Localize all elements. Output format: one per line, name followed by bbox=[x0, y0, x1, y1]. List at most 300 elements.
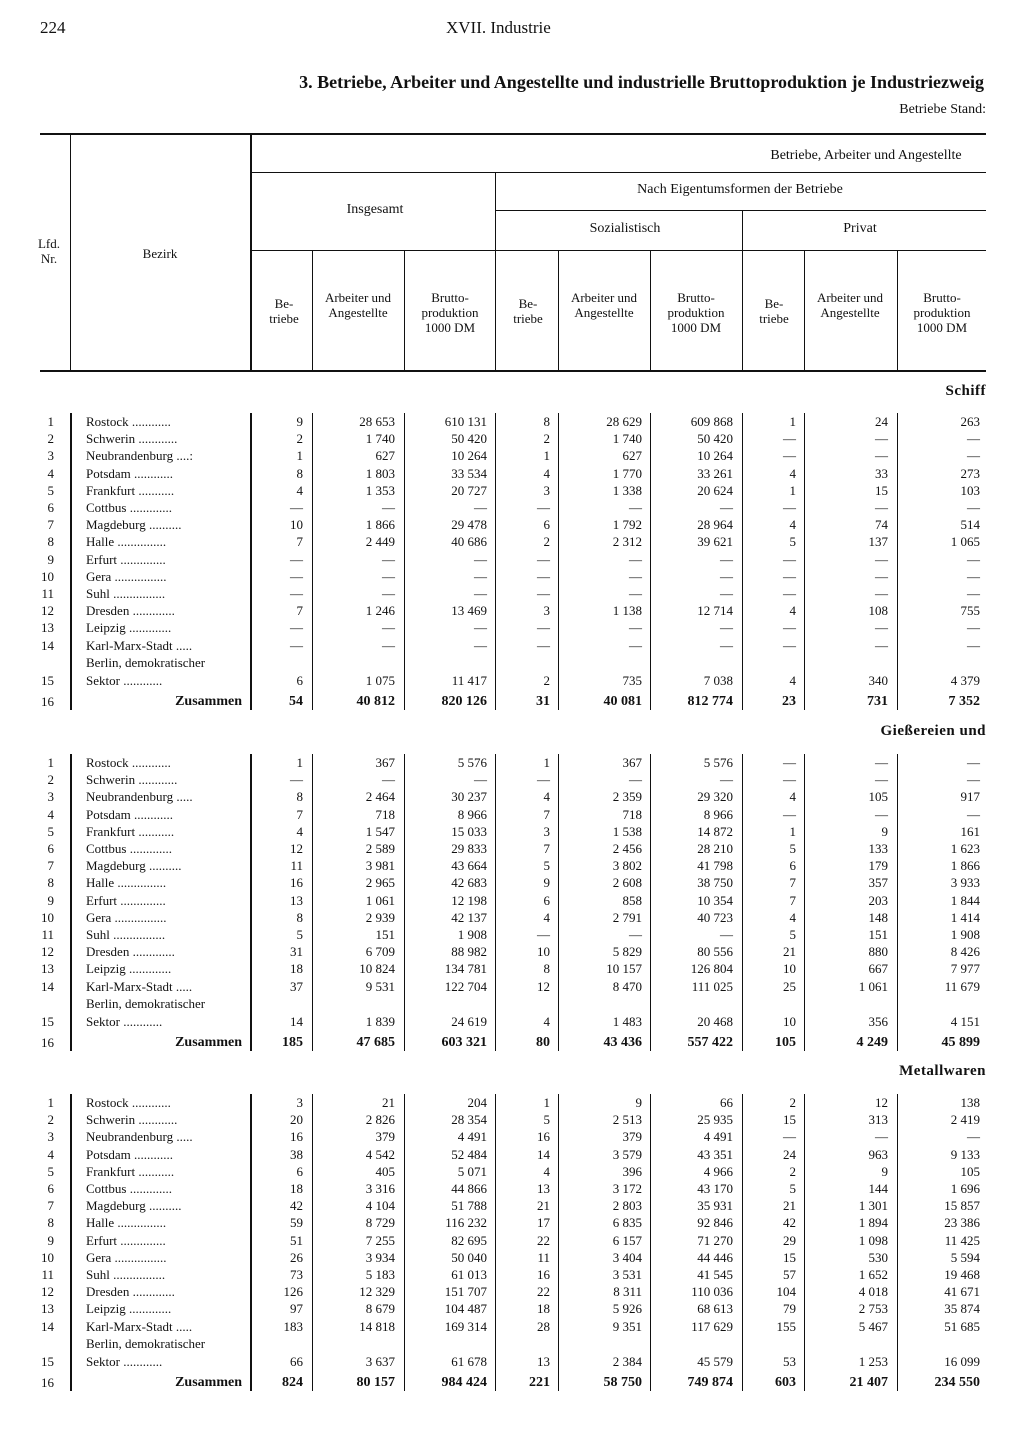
table-row bbox=[0, 654, 1024, 690]
table-cell: 68 613 bbox=[697, 1301, 733, 1317]
table-cell: 44 446 bbox=[697, 1249, 733, 1265]
table-cell: 8 679 bbox=[365, 1301, 395, 1317]
section-column-rule bbox=[897, 1094, 898, 1391]
table-cell: 33 bbox=[875, 465, 888, 481]
table-cell: 1 061 bbox=[858, 978, 888, 994]
table-cell: 880 bbox=[868, 944, 888, 960]
row-number: 1 bbox=[47, 755, 54, 770]
table-cell: 11 679 bbox=[944, 978, 980, 994]
table-cell: — bbox=[783, 620, 796, 636]
table-cell: 3 316 bbox=[365, 1181, 395, 1196]
table-cell: 25 bbox=[783, 978, 796, 994]
row-number: 6 bbox=[47, 500, 54, 515]
header-vrule-lfd bbox=[70, 135, 71, 370]
table-cell: — bbox=[720, 500, 733, 515]
table-cell: 4 104 bbox=[365, 1198, 395, 1214]
table-cell: 8 bbox=[296, 909, 303, 925]
table-cell: 5 576 bbox=[457, 755, 487, 770]
table-cell: — bbox=[783, 806, 796, 822]
table-cell: 126 bbox=[283, 1284, 303, 1300]
table-cell: — bbox=[382, 568, 395, 584]
header-bottom-rule bbox=[40, 370, 986, 372]
section-column-rule bbox=[650, 1094, 651, 1391]
table-cell: 21 bbox=[537, 1198, 550, 1214]
section-column-rule bbox=[742, 754, 743, 1051]
table-cell: 29 bbox=[783, 1232, 796, 1248]
bezirk-name: Erfurt .............. bbox=[86, 892, 166, 908]
table-cell: — bbox=[290, 637, 303, 653]
table-cell: 6 bbox=[296, 1163, 303, 1179]
table-cell: 42 bbox=[783, 1215, 796, 1231]
table-cell: 23 386 bbox=[944, 1215, 980, 1231]
table-cell: — bbox=[875, 620, 888, 636]
table-cell: 1 844 bbox=[950, 892, 980, 908]
table-cell: 2 359 bbox=[612, 789, 642, 805]
row-number: 8 bbox=[47, 1215, 54, 1231]
table-cell: 2 bbox=[543, 534, 550, 550]
row-number: 3 bbox=[47, 789, 54, 805]
table-cell: 313 bbox=[868, 1112, 888, 1128]
table-row bbox=[0, 1094, 1024, 1111]
table-cell: 2 bbox=[543, 672, 550, 688]
row-number: 14 bbox=[41, 978, 54, 994]
table-cell: 1 bbox=[296, 448, 303, 464]
table-cell: 71 270 bbox=[697, 1232, 733, 1248]
table-cell: 3 bbox=[543, 823, 550, 839]
total-row bbox=[0, 1371, 1024, 1388]
table-row bbox=[0, 602, 1024, 619]
table-cell: 97 bbox=[290, 1301, 303, 1317]
table-cell: — bbox=[783, 500, 796, 515]
table-cell: 735 bbox=[622, 672, 642, 688]
table-cell: 10 bbox=[537, 944, 550, 960]
row-number: 10 bbox=[41, 568, 54, 584]
table-cell: 4 bbox=[789, 603, 796, 619]
table-row bbox=[0, 1300, 1024, 1317]
table-cell: 8 bbox=[296, 789, 303, 805]
table-cell: 13 bbox=[290, 892, 303, 908]
table-cell: 108 bbox=[868, 603, 888, 619]
table-row bbox=[0, 1163, 1024, 1180]
row-number: 1 bbox=[47, 414, 54, 429]
table-cell: — bbox=[967, 568, 980, 584]
section-column-rule bbox=[312, 754, 313, 1051]
table-cell: — bbox=[537, 586, 550, 601]
row-number: 1 bbox=[47, 1095, 54, 1110]
table-cell: 8 966 bbox=[703, 806, 733, 822]
section-column-rule bbox=[742, 413, 743, 710]
bezirk-name: Neubrandenburg ....: bbox=[86, 448, 193, 464]
table-cell: 7 bbox=[789, 875, 796, 891]
table-cell: — bbox=[629, 772, 642, 788]
row-number: 3 bbox=[47, 1129, 54, 1145]
table-cell: 39 621 bbox=[697, 534, 733, 550]
header-arbeiter-2: Arbeiter und Angestellte bbox=[570, 290, 638, 320]
table-cell: 18 bbox=[290, 961, 303, 977]
table-cell: 3 bbox=[543, 482, 550, 498]
table-row bbox=[0, 1128, 1024, 1145]
bezirk-name: Gera ................ bbox=[86, 909, 167, 925]
table-cell: 4 966 bbox=[703, 1163, 733, 1179]
bezirk-name: Schwerin ............ bbox=[86, 1112, 178, 1128]
row-number: 4 bbox=[47, 1146, 54, 1162]
section-column-rule bbox=[70, 1094, 72, 1391]
header-bezirk: Bezirk bbox=[142, 246, 178, 261]
table-row bbox=[0, 771, 1024, 788]
table-cell: 57 bbox=[783, 1267, 796, 1282]
row-number: 9 bbox=[47, 892, 54, 908]
bezirk-name: Halle ............... bbox=[86, 1215, 167, 1231]
bezirk-name: Cottbus ............. bbox=[86, 1181, 172, 1196]
bezirk-name: Neubrandenburg ..... bbox=[86, 1129, 193, 1145]
bezirk-name: Leipzig ............. bbox=[86, 620, 172, 636]
table-cell: 1 770 bbox=[612, 465, 642, 481]
table-row bbox=[0, 1214, 1024, 1231]
table-cell: 3 934 bbox=[365, 1249, 395, 1265]
bezirk-name: Frankfurt ........... bbox=[86, 1163, 175, 1179]
table-cell: 1 839 bbox=[365, 1013, 395, 1029]
table-cell: 357 bbox=[868, 875, 888, 891]
table-cell: 10 bbox=[783, 1013, 796, 1029]
table-cell: — bbox=[474, 500, 487, 515]
table-cell: — bbox=[875, 586, 888, 601]
table-cell: 7 bbox=[296, 534, 303, 550]
table-cell: 38 bbox=[290, 1146, 303, 1162]
table-cell: 45 579 bbox=[697, 1353, 733, 1369]
table-cell: 1 bbox=[789, 414, 796, 429]
bezirk-name: Suhl ................ bbox=[86, 927, 166, 942]
row-number: 16 bbox=[41, 1034, 54, 1050]
row-number: 8 bbox=[47, 534, 54, 550]
row-number: 6 bbox=[47, 1181, 54, 1196]
table-cell: — bbox=[537, 927, 550, 942]
table-cell: 5 bbox=[543, 1112, 550, 1128]
table-cell: 5 bbox=[789, 927, 796, 942]
row-number: 12 bbox=[41, 603, 54, 619]
header-brutto-3: Brutto- produktion 1000 DM bbox=[913, 290, 971, 335]
table-row bbox=[0, 619, 1024, 636]
table-cell: 7 038 bbox=[703, 672, 733, 688]
table-cell: — bbox=[720, 772, 733, 788]
table-cell: 7 977 bbox=[950, 961, 980, 977]
row-number: 3 bbox=[47, 448, 54, 464]
table-cell: — bbox=[875, 551, 888, 567]
row-number: 11 bbox=[41, 927, 54, 942]
table-cell: 557 422 bbox=[687, 1034, 733, 1050]
table-cell: 4 151 bbox=[950, 1013, 980, 1029]
table-cell: 20 bbox=[290, 1112, 303, 1128]
table-cell: 2 589 bbox=[365, 841, 395, 856]
bezirk-name: Karl-Marx-Stadt ..... bbox=[86, 637, 193, 653]
table-cell: 2 464 bbox=[365, 789, 395, 805]
table-row bbox=[0, 551, 1024, 568]
table-row bbox=[0, 1180, 1024, 1197]
table-cell: 5 183 bbox=[365, 1267, 395, 1282]
row-number: 9 bbox=[47, 551, 54, 567]
bezirk-name: Berlin, demokratischer Sektor ............ bbox=[86, 995, 206, 1029]
table-cell: 134 781 bbox=[444, 961, 487, 977]
table-cell: 2 bbox=[543, 431, 550, 447]
table-cell: 92 846 bbox=[697, 1215, 733, 1231]
table-cell: — bbox=[382, 620, 395, 636]
table-cell: 43 436 bbox=[603, 1034, 642, 1050]
table-cell: 103 bbox=[960, 482, 980, 498]
table-cell: 2 608 bbox=[612, 875, 642, 891]
table-cell: 44 866 bbox=[451, 1181, 487, 1196]
table-cell: 28 964 bbox=[697, 517, 733, 533]
header-lfd-nr: Lfd. Nr. bbox=[37, 236, 61, 266]
table-cell: 3 637 bbox=[365, 1353, 395, 1369]
table-cell: 4 bbox=[296, 482, 303, 498]
table-cell: 22 bbox=[537, 1284, 550, 1300]
table-cell: — bbox=[967, 448, 980, 464]
table-cell: — bbox=[474, 586, 487, 601]
table-cell: 88 982 bbox=[451, 944, 487, 960]
section-column-rule bbox=[70, 413, 72, 710]
table-cell: 9 bbox=[296, 414, 303, 429]
header-privat: Privat bbox=[843, 221, 877, 236]
table-row bbox=[0, 857, 1024, 874]
table-cell: — bbox=[537, 500, 550, 515]
table-cell: 3 531 bbox=[612, 1267, 642, 1282]
table-cell: 530 bbox=[868, 1249, 888, 1265]
table-cell: 25 935 bbox=[697, 1112, 733, 1128]
table-cell: 858 bbox=[622, 892, 642, 908]
chapter-title: XVII. Industrie bbox=[446, 18, 551, 37]
table-cell: 50 420 bbox=[451, 431, 487, 447]
table-cell: 105 bbox=[960, 1163, 980, 1179]
section-column-rule bbox=[312, 1094, 313, 1391]
bezirk-name: Erfurt .............. bbox=[86, 551, 166, 567]
table-cell: 6 bbox=[296, 672, 303, 688]
bezirk-name: Leipzig ............. bbox=[86, 961, 172, 977]
table-cell: — bbox=[967, 431, 980, 447]
header-vrule-f bbox=[742, 211, 743, 370]
table-row bbox=[0, 533, 1024, 550]
table-cell: 1 908 bbox=[457, 927, 487, 942]
row-number: 16 bbox=[41, 1374, 54, 1390]
table-row bbox=[0, 1232, 1024, 1249]
table-row bbox=[0, 413, 1024, 430]
table-cell: 47 685 bbox=[356, 1034, 395, 1050]
table-cell: — bbox=[967, 806, 980, 822]
section-column-rule bbox=[495, 754, 496, 1051]
table-cell: 7 bbox=[296, 603, 303, 619]
table-cell: 53 bbox=[783, 1353, 796, 1369]
table-cell: 2 384 bbox=[612, 1353, 642, 1369]
table-cell: 2 bbox=[789, 1095, 796, 1110]
table-cell: 104 bbox=[776, 1284, 796, 1300]
table-cell: 183 bbox=[283, 1318, 303, 1334]
table-row bbox=[0, 499, 1024, 516]
table-cell: 151 bbox=[868, 927, 888, 942]
header-vrule-h bbox=[897, 251, 898, 370]
table-cell: — bbox=[875, 500, 888, 515]
table-cell: 12 bbox=[537, 978, 550, 994]
row-number: 15 bbox=[41, 1353, 54, 1369]
table-cell: — bbox=[875, 637, 888, 653]
table-cell: 5 bbox=[543, 858, 550, 874]
table-cell: 4 bbox=[296, 823, 303, 839]
table-cell: 11 bbox=[290, 858, 303, 874]
table-cell: 221 bbox=[529, 1374, 550, 1390]
table-cell: 6 709 bbox=[365, 944, 395, 960]
table-cell: 13 bbox=[537, 1353, 550, 1369]
table-cell: — bbox=[629, 637, 642, 653]
bezirk-name: Zusammen bbox=[175, 1374, 242, 1390]
table-cell: 18 bbox=[537, 1301, 550, 1317]
bezirk-name: Frankfurt ........... bbox=[86, 482, 175, 498]
table-cell: 42 683 bbox=[451, 875, 487, 891]
table-cell: 9 133 bbox=[950, 1146, 980, 1162]
table-cell: 4 bbox=[543, 789, 550, 805]
table-row bbox=[0, 1249, 1024, 1266]
table-cell: 148 bbox=[868, 909, 888, 925]
row-number: 9 bbox=[47, 1232, 54, 1248]
table-cell: 1 538 bbox=[612, 823, 642, 839]
table-cell: 6 bbox=[543, 517, 550, 533]
table-cell: 2 449 bbox=[365, 534, 395, 550]
table-cell: 4 bbox=[543, 1013, 550, 1029]
table-cell: — bbox=[629, 551, 642, 567]
table-cell: 14 bbox=[290, 1013, 303, 1029]
table-cell: 45 899 bbox=[941, 1034, 980, 1050]
total-row bbox=[0, 690, 1024, 707]
table-subtitle: Betriebe Stand: bbox=[899, 102, 986, 117]
table-cell: 24 bbox=[783, 1146, 796, 1162]
table-cell: 4 bbox=[543, 909, 550, 925]
table-cell: 1 065 bbox=[950, 534, 980, 550]
row-number: 5 bbox=[47, 823, 54, 839]
section-column-rule bbox=[404, 413, 405, 710]
section-column-rule bbox=[804, 754, 805, 1051]
table-cell: 1 301 bbox=[858, 1198, 888, 1214]
table-cell: 6 835 bbox=[612, 1215, 642, 1231]
table-cell: 14 818 bbox=[359, 1318, 395, 1334]
table-cell: 8 966 bbox=[457, 806, 487, 822]
table-cell: 40 686 bbox=[451, 534, 487, 550]
table-cell: 16 bbox=[290, 1129, 303, 1145]
header-vrule-b bbox=[404, 251, 405, 370]
bezirk-name: Suhl ................ bbox=[86, 1267, 166, 1282]
row-number: 11 bbox=[41, 1267, 54, 1282]
table-cell: 234 550 bbox=[934, 1374, 980, 1390]
table-cell: 9 351 bbox=[612, 1318, 642, 1334]
table-cell: 5 576 bbox=[703, 755, 733, 770]
table-cell: 9 531 bbox=[365, 978, 395, 994]
table-cell: 2 791 bbox=[612, 909, 642, 925]
table-cell: — bbox=[720, 586, 733, 601]
table-cell: 984 424 bbox=[441, 1374, 487, 1390]
row-number: 15 bbox=[41, 1013, 54, 1029]
table-cell: — bbox=[783, 755, 796, 770]
table-cell: 66 bbox=[290, 1353, 303, 1369]
table-row bbox=[0, 1283, 1024, 1300]
table-cell: 144 bbox=[868, 1181, 888, 1196]
row-number: 13 bbox=[41, 620, 54, 636]
table-cell: 4 bbox=[789, 789, 796, 805]
table-cell: 35 874 bbox=[944, 1301, 980, 1317]
bezirk-name: Suhl ................ bbox=[86, 586, 166, 601]
table-cell: 19 468 bbox=[944, 1267, 980, 1282]
table-cell: 1 803 bbox=[365, 465, 395, 481]
table-cell: — bbox=[720, 637, 733, 653]
table-cell: 185 bbox=[282, 1034, 303, 1050]
table-cell: 20 727 bbox=[451, 482, 487, 498]
row-number: 4 bbox=[47, 806, 54, 822]
table-cell: 824 bbox=[282, 1374, 303, 1390]
bezirk-name: Frankfurt ........... bbox=[86, 823, 175, 839]
table-cell: — bbox=[720, 927, 733, 942]
row-number: 12 bbox=[41, 944, 54, 960]
table-cell: 718 bbox=[622, 806, 642, 822]
row-number: 6 bbox=[47, 841, 54, 856]
table-cell: — bbox=[290, 551, 303, 567]
table-cell: — bbox=[875, 806, 888, 822]
table-cell: 61 013 bbox=[451, 1267, 487, 1282]
bezirk-name: Potsdam ............ bbox=[86, 806, 174, 822]
table-cell: 2 965 bbox=[365, 875, 395, 891]
bezirk-name: Berlin, demokratischer Sektor ............ bbox=[86, 654, 206, 688]
table-cell: 6 157 bbox=[612, 1232, 642, 1248]
table-cell: 104 487 bbox=[444, 1301, 487, 1317]
table-cell: — bbox=[537, 568, 550, 584]
table-cell: 122 704 bbox=[444, 978, 487, 994]
table-cell: 43 170 bbox=[697, 1181, 733, 1196]
table-cell: 2 826 bbox=[365, 1112, 395, 1128]
table-cell: — bbox=[783, 1129, 796, 1145]
table-cell: 29 833 bbox=[451, 841, 487, 856]
table-cell: 51 788 bbox=[451, 1198, 487, 1214]
table-cell: 1 483 bbox=[612, 1013, 642, 1029]
bezirk-name: Schwerin ............ bbox=[86, 772, 178, 788]
table-cell: 2 753 bbox=[858, 1301, 888, 1317]
table-cell: 82 695 bbox=[451, 1232, 487, 1248]
table-cell: 3 981 bbox=[365, 858, 395, 874]
table-cell: 204 bbox=[467, 1095, 487, 1110]
table-cell: 7 255 bbox=[365, 1232, 395, 1248]
table-cell: 14 872 bbox=[697, 823, 733, 839]
table-cell: 18 bbox=[290, 1181, 303, 1196]
table-cell: 367 bbox=[375, 755, 395, 770]
bezirk-name: Rostock ............ bbox=[86, 755, 171, 770]
bezirk-name: Cottbus ............. bbox=[86, 841, 172, 856]
table-cell: — bbox=[967, 500, 980, 515]
table-cell: 203 bbox=[868, 892, 888, 908]
header-betriebe-3: Be- triebe bbox=[759, 296, 789, 326]
table-cell: 41 671 bbox=[944, 1284, 980, 1300]
table-cell: 14 bbox=[537, 1146, 550, 1162]
header-sozialistisch: Sozialistisch bbox=[589, 221, 661, 236]
table-cell: 1 866 bbox=[950, 858, 980, 874]
table-cell: — bbox=[537, 620, 550, 636]
table-cell: 15 857 bbox=[944, 1198, 980, 1214]
table-cell: — bbox=[967, 772, 980, 788]
table-cell: 1 bbox=[543, 1095, 550, 1110]
table-row bbox=[0, 1197, 1024, 1214]
row-number: 13 bbox=[41, 961, 54, 977]
table-cell: 1 338 bbox=[612, 482, 642, 498]
table-cell: 356 bbox=[868, 1013, 888, 1029]
table-cell: 17 bbox=[537, 1215, 550, 1231]
row-number: 14 bbox=[41, 1318, 54, 1334]
table-cell: 30 237 bbox=[451, 789, 487, 805]
table-cell: — bbox=[783, 637, 796, 653]
table-cell: 4 bbox=[543, 1163, 550, 1179]
bezirk-name: Halle ............... bbox=[86, 875, 167, 891]
section-column-rule bbox=[404, 1094, 405, 1391]
table-cell: 16 bbox=[537, 1129, 550, 1145]
